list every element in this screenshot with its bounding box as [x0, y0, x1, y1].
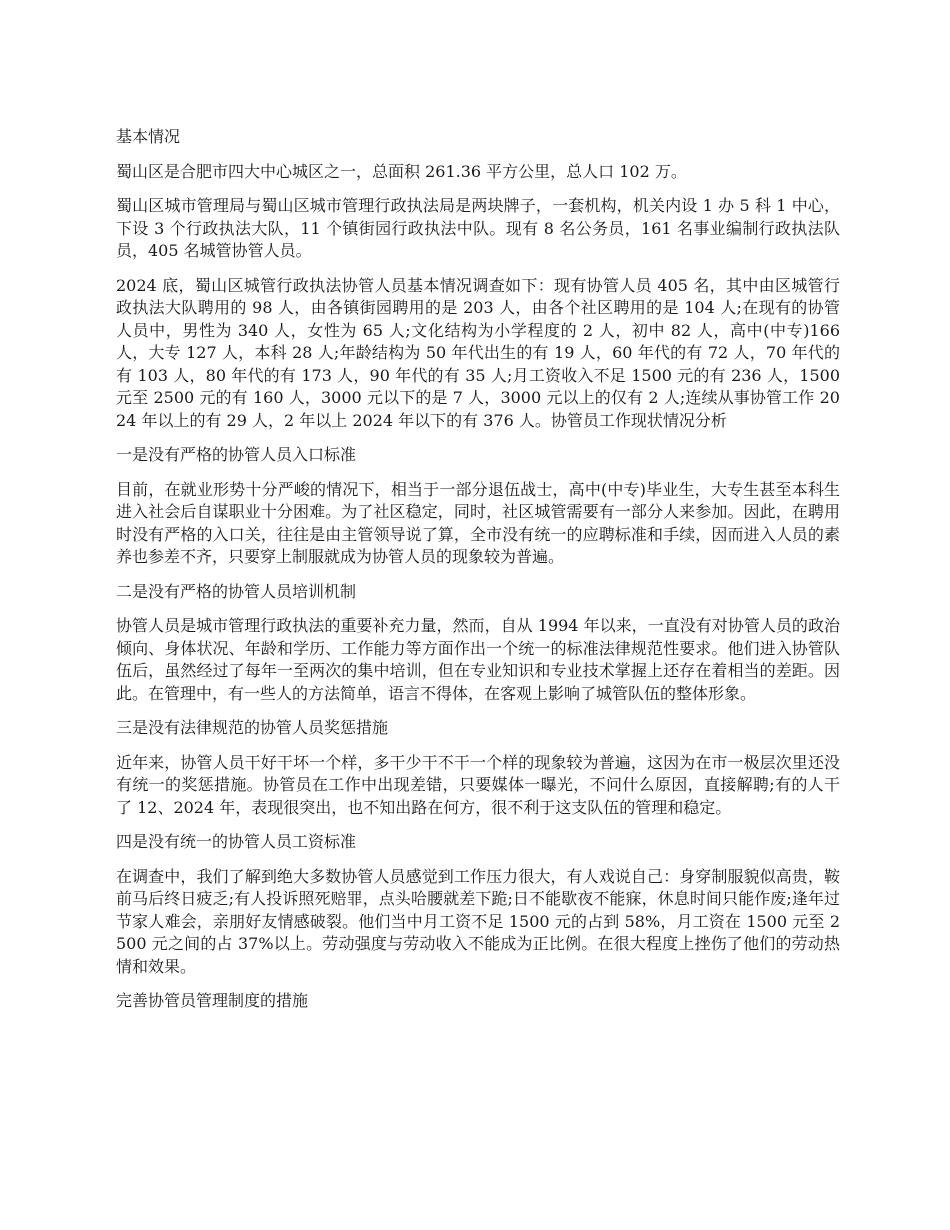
section-heading-measures: 完善协管员管理制度的措施 — [116, 991, 309, 1010]
paragraph-overview: 蜀山区是合肥市四大中心城区之一，总面积 261.36 平方公里，总人口 102 万。 — [116, 161, 687, 181]
section-heading-basic: 基本情况 — [116, 127, 181, 146]
paragraph-rewards: 近年来，协管人员干好干坏一个样，多干少干不干一个样的现象较为普遍，这因为在市一极层次里还没有统一的奖惩措施。协管员在工作中出现差错，只要媒体一曝光，不问什么原因，直接解聘;有的人干了 12、2024 年，表现很突出，也不知出路在何方，很不利于这支队伍的管理和稳定。 — [116, 752, 840, 817]
paragraph-organization: 蜀山区城市管理局与蜀山区城市管理行政执法局是两块牌子，一套机构，机关内设 1 办 5 科 1 中心，下设 3 个行政执法大队，11 个镇街园行政执法中队。现有 8 名公务员，161 名事业编制行政执法队员，405 名城管协管人员。 — [116, 196, 840, 260]
paragraph-training: 协管人员是城市管理行政执法的重要补充力量，然而，自从 1994 年以来，一直没有对协管人员的政治倾向、身体状况、年龄和学历、工作能力等方面作出一个统一的标准法律规范性要求。他们进入协管队伍后，虽然经过了每年一至两次的集中培训，但在专业知识和专业技术掌握上还存在着相当的差距。因此。在管理中，有一些人的方法简单，语言不得体，在客观上影响了城管队伍的整体形象。 — [116, 616, 840, 703]
paragraph-wages: 在调查中，我们了解到绝大多数协管人员感觉到工作压力很大，有人戏说自己：身穿制服貌似高贵，鞍前马后终日疲乏;有人投诉照死赔罪，点头哈腰就差下跪;日不能歇夜不能寐，休息时间只能作废;逢年过节家人难会，亲朋好友情感破裂。他们当中月工资不足 1500 元的占到 58%，月工资在 1500 元至 2500 元之间的占 37%以上。劳动强度与劳动收入不能成为正比例。在很大程度上挫伤了他们的劳动热情和效果。 — [116, 866, 840, 976]
section-heading-rewards: 三是没有法律规范的协管人员奖惩措施 — [116, 718, 389, 737]
section-heading-wages: 四是没有统一的协管人员工资标准 — [116, 832, 357, 851]
paragraph-entry-standard: 目前，在就业形势十分严峻的情况下，相当于一部分退伍战士，高中(中专)毕业生，大专生甚至本科生进入社会后自谋职业十分困难。为了社区稳定，同时，社区城管需要有一部分人来参加。因此，在聘用时没有严格的入口关，往往是由主管领导说了算，全市没有统一的应聘标准和手续，因而进入人员的素养也参差不齐，只要穿上制服就成为协管人员的现象较为普遍。 — [116, 479, 840, 566]
section-heading-training: 二是没有严格的协管人员培训机制 — [116, 581, 357, 601]
paragraph-survey: 2024 底，蜀山区城管行政执法协管人员基本情况调查如下：现有协管人员 405 名，其中由区城管行政执法大队聘用的 98 人，由各镇街园聘用的是 203 人，由各个社区聘用的是 104 人;在现有的协管人员中，男性为 340 人，女性为 65 人;文化结构为小学程度的 2 人，初中 82 人，高中(中专)166 人，大专 127 人，本科 28 人;年龄结构为 50 年代出生的有 19 人，60 年代的有 72 人，70 年代的有 103 人，80 年代的有 173 人，90 年代的有 35 人;月工资收入不足 1500 元的有 236 人，1500 元至 2500 元的有 160 人，3000 元以下的是 7 人，3000 元以上的仅有 2 人;连续从事协管工作 2024 年以上的有 29 人，2 年以上 2024 年以下的有 376 人。协管员工作现状情况分析 — [116, 275, 840, 430]
section-heading-entry-standard: 一是没有严格的协管人员入口标准 — [116, 445, 357, 464]
document-body — [116, 126, 840, 1025]
